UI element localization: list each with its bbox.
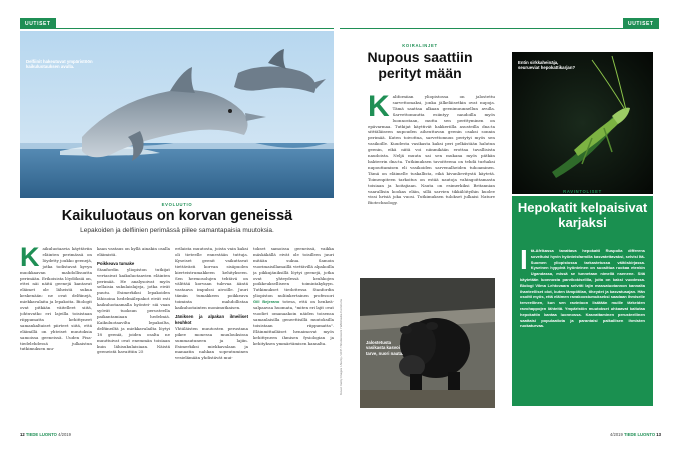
grasshopper-article-box: [512, 189, 653, 406]
dolphin-photo-caption: Delfiinit hakeutuvat ympäristöön kaikuluotauksen avulla.: [26, 59, 93, 70]
grasshopper-kicker: RAVINTOLISET: [563, 189, 602, 194]
dolphin-col4-text: tokset samoissa geeneissä, vaikka mäskäkällä eivät ole toisilleen juuri mitään sukua. Samoin vuorimaisillamaillä viettävillä alpakoilla ja pikkujäniksillä löytyi geenejä, jotka ovat yhteydessä keuhkojen poikkeukselliseen toimintakykyyn. Tutkimukset tiedottessa Stanfordin yliopiston nuliinkertainen professori: [253, 246, 334, 299]
dolphin-col3-text2: Yhtäläisten muutosten perustana pikee monessa muulouksissa summautuneen ja lajiin. Esimerkiksi miekkavalaan ja manaatin nahkan sopeutuminen vesielämään yhdistävät mui-: [175, 325, 248, 361]
dolphin-headline: Kaikuluotaus on korvan geneissä: [61, 208, 293, 224]
top-rule-left: [20, 28, 334, 29]
page-number-right: 13: [656, 432, 661, 437]
dolphin-col1-lead: aikuluotaavia käyttäviin eläinten perimässä on löydetty joukko geenejä, jotka todistavat kyvyn muokkaavan mahdollisuutta perimään.: [20, 246, 92, 281]
dolphin-col4-text2: totesa, että on henkeä-salpaavaa huomata, "miten eri lajit ovat vuodiet omanaakoin näiden toisensa samanlaisilla geneettisillä muutoksilla toisistaan riippumatta". Eläinmittailäiset henaimovat myös kehittyneen ihmisen fysiologian ja kehityksen ymmärtämisen kannalta.: [253, 299, 334, 346]
grasshopper-headline: Hepokatit kelpaisivat karjaksi: [517, 200, 648, 230]
grasshopper-body-text: Kyseinen hyppivä hyönteinen on suosittua ruokaa etenkin Ugandassa, missä se tunnetaan nimellä nsenene. Sitä käytetään luonnosta parvikokiselilla, joita on kaksi vuodessa. Biologi Vilma Lehtovaara selvitti lajin massatuotannon kannalta ihanteelliset olot, kuten lämpötilan, tiheydet ja kasvatusajan. Hän osoitti myös, että eläimen ravakoostumukseksi saadaan ihmiselle terveellinen, kun sen ravintoon lisätään muille tärkeiden ravohappojen lähteitä. Ympäristön muutokset uhkaavat kaitutaa hepokattin kantaa luonnossa. Kasvattaminen perusteellinen saattaisi populaatiota ja parantaisi paikallisen ihmisten ruokaturvaa.: [520, 265, 645, 329]
footer-left: [20, 432, 71, 437]
dolphin-kicker: EVOLUUTIO: [161, 202, 193, 207]
dolphin-subheading-2: Jäniksen ja alpakan ilmeiliset keuhkot: [175, 313, 248, 325]
grasshopper-illustration: [512, 52, 653, 194]
section-tab-left: UUTISET: [20, 18, 56, 29]
grasshopper-lead-text: tä-Afrikassa tavattava hepokatti Ruspolia differens soveltuisi hyvin hyönteisfarmilla kasvatettavaksi, selvisi Itä-Suomen yliopistossa tarkastetussa väitöskirjassa.: [530, 248, 645, 265]
dolphin-col3-text: erilaista muutosta, joista vain kaksi oli tieteelle ennestään tuttuja. Kyseiset geenit vaikuttavat tiettävästi korvan sisäpuolen kierteistrumakkeen kehitykseen. Sen hermosolujen tehtävä on välittää korvaan tulevaa ääntä vastaava impulssi aivoille. Juuri tämän tumakkeen poikkeava toiminta mahdollistaa kaikuluotainten monimutkaisen.: [175, 246, 248, 311]
grasshopper-photo-caption: Entin sirkkaheinäja, seurueviat hepokattikarjan?: [518, 60, 576, 71]
grasshopper-article-body: [520, 248, 645, 402]
section-tab-right: UUTISET: [623, 18, 659, 29]
dolphin-col1-rest: Erikoisista löydöksiä on, ettei näi näitä geenejä kantavat eläimet ole läheistä sukua keskenään: ne ovat delfiinejä, miekkavalaita ja lepakoita. Biologit ovat pitkään väitelleet siitä, johtuvatko eri lajeilla toisistaan riippumatta kehittyneet samankaltaiset piirteet siitä, että eläimillä on yhteiset muutoksia samoissa geeneissä. Uuden Pisa-tiedelehdessä julkaistun tutkimuksen mu-: [20, 275, 92, 352]
cattle-headline: Nupous saattiin perityt mään: [367, 49, 473, 81]
cattle-body-text: Tutkijat käyttivät hakkeriilla asusteilla dna:ta sitttäläiseen nupouden aiheuttavan geenin osaksi sonnin perimää. Kuten toivottua, sarvettomuus periytyi myös sen vasikoille. Kuudesta vasikasta kaksi peri pelkästään halutun geenin, eikä niitä voi niinmikään erottaa tavallisista naudoista. Neljä muuta sai sen mukana myös pätkän bakteerin dna:ta. Tutkimuksen tavoitteena on tehdä turhaksi nupouttamisen eli vasikoiden sarvenalheiden tuhoaminen. Tämä on eläimelle tuskallista, eikä kivunlievitystä käytetä. Toimenpiteen tarkoitus on estää nautoja vahingoittamasta toisiaan ja hoitajiaan. Nauta on esimerkiksi Britannian vaarallisin kookas eläin, sillä sarvien tikkälöityihin kuolee vissi hrtsiä joka vuosi. Tutkimuksen tulokset julkaisi Nature Biotechnology.: [368, 123, 495, 206]
footer-right: [610, 432, 661, 437]
dolphin-dropcap: K: [20, 246, 40, 272]
dolphin-col2-text: Stanfordin yliopiston tutkijat vertasivat kaikuluotaavien eläinten perimää. He analysoivat myös sellaisia sukulaislajeja, jotka eivät puutu. Esimerkiksi lepakoiden lähisoina hedelmälepakot eivät esti kaikuluotaamalla hyöntei- siä vaan syövät tuoksun perusteella paikantamiaan hedelmiä. Kaikuluotaavilta lepakoilta, delfiineiltä ja miekkavalailta löytyi 18 geeniä, joiden osalta ne muuttuivat ovat enemmän toisiaan kuin lähisukulaisiaan. Näistä geeneistä havaittiin 25: [97, 266, 170, 355]
cattle-dropcap: K: [368, 94, 390, 123]
issue-left: 4/2019: [58, 432, 71, 437]
top-rule-right: [340, 28, 654, 29]
researcher-name: Gill Bejerano: [253, 299, 280, 305]
cattle-lead-text: aliforniian yliopistossa on jalostettu sarvettomaksi, jonka jälkeläisetkin ovat nupoja. Tämä saattaa alkaan geenimuunnellun avulla. Sarvettomuutta esiintyy naudoilla myös luonnostaan, mutta sen perittyminen on epävarmaa.: [368, 94, 495, 129]
grasshopper-dropcap: I: [520, 248, 528, 275]
dolphin-column-3: [175, 246, 248, 428]
issue-right: 4/2019: [610, 432, 623, 437]
dolphin-column-2: [97, 246, 170, 428]
dolphin-column-1: [20, 246, 92, 428]
dolphin-illustration: [20, 31, 334, 198]
magazine-name-left: TIEDE LUONTO: [25, 432, 57, 437]
dolphin-lead: Lepakoiden ja delfiinien perimässä piilee samantapaisia muutoksia.: [80, 227, 274, 234]
dolphin-col2-top: kaan vastaus on kyllä ainakin osalla eläimistä.: [97, 246, 170, 257]
magazine-name-right: TIEDE LUONTO: [623, 432, 656, 437]
cattle-article-body: [368, 94, 495, 269]
grasshopper-photo: [512, 52, 653, 194]
cattle-photo-caption: Jalostetusta vasikasta kasvoi tarve, nuori nauta.: [366, 340, 404, 356]
dolphin-column-4: [253, 246, 334, 428]
photo-credit: Kuvat: Getty Images / Alamy / AFP / Shutterstock / Wikimedia Commons: [339, 299, 343, 395]
dolphin-photo: [20, 31, 334, 198]
dolphin-subheading-1: Poikkeava tumake: [97, 260, 135, 266]
cattle-kicker: KOIRALINJET: [402, 43, 438, 48]
page-number-left: 12: [20, 432, 25, 437]
